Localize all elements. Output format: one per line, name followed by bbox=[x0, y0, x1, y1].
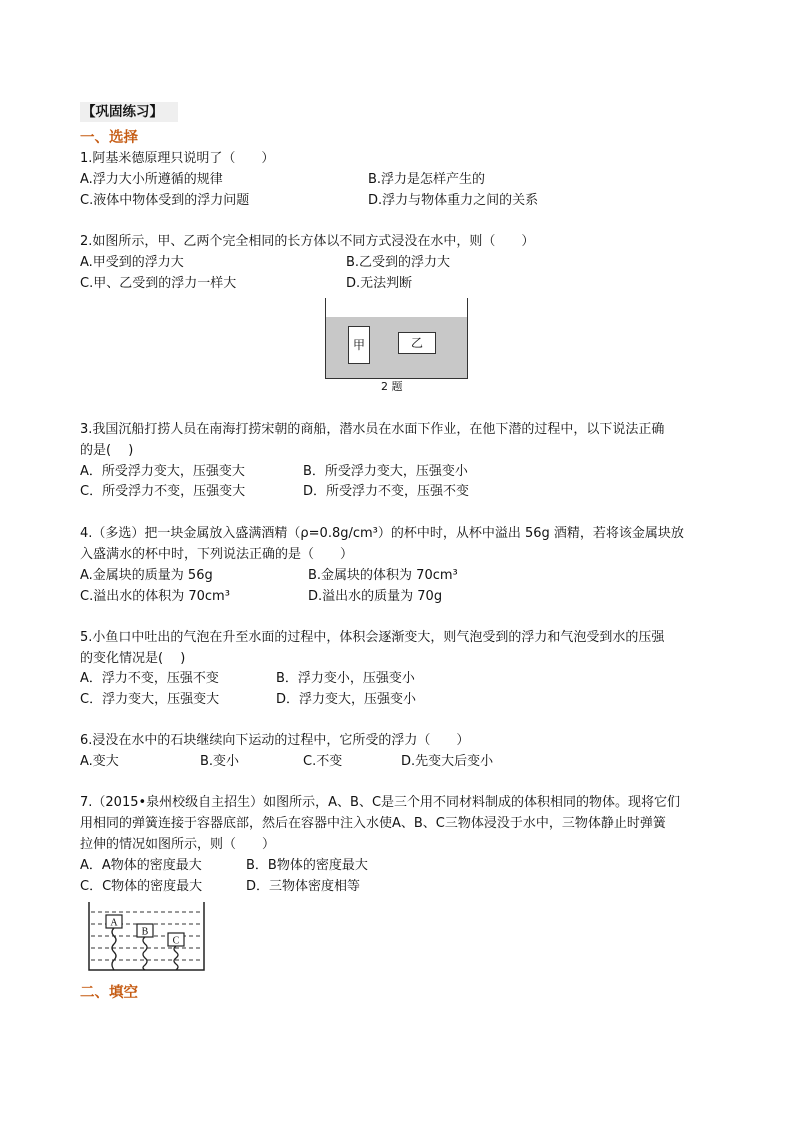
q4-option-c: C.溢出水的体积为 70cm³ bbox=[80, 589, 230, 604]
q7-spring-a bbox=[112, 928, 116, 970]
q2-figure-label-jia: 甲 bbox=[352, 338, 365, 352]
q7-option-d: D．三物体密度相等 bbox=[246, 879, 361, 894]
q7-stem-line1: 7.（2015•泉州校级自主招生）如图所示，A、B、C是三个用不同材料制成的体积相同的物体。现将它们 bbox=[80, 795, 681, 810]
q4-stem-line2: 入盛满水的杯中时，下列说法正确的是（ ） bbox=[80, 547, 354, 562]
q4-stem-line1: 4.（多选）把一块金属放入盛满酒精（ρ=0.8g/cm³）的杯中时，从杯中溢出 56g 酒精，若将该金属块放 bbox=[80, 526, 684, 541]
q3-option-b: B．所受浮力变大，压强变小 bbox=[303, 464, 468, 479]
q5-option-b: B．浮力变小，压强变小 bbox=[276, 671, 415, 686]
q2-figure-caption: 2 题 bbox=[381, 380, 403, 393]
q5-stem-line1: 5.小鱼口中吐出的气泡在升至水面的过程中，体积会逐渐变大，则气泡受到的浮力和气泡受到水的压强 bbox=[80, 630, 665, 645]
q7-label-c: C bbox=[172, 935, 180, 947]
q6-option-a: A.变大 bbox=[80, 754, 119, 769]
q2-figure-container bbox=[325, 298, 468, 379]
section-header-tag: 【巩固练习】 bbox=[80, 102, 178, 122]
q2-option-c: C.甲、乙受到的浮力一样大 bbox=[80, 276, 237, 291]
q1-stem: 1.阿基米德原理只说明了（ ） bbox=[80, 151, 275, 166]
q5-option-d: D．浮力变大，压强变小 bbox=[276, 692, 417, 707]
q7-option-a: A．A物体的密度最大 bbox=[80, 858, 202, 873]
q2-figure-block-jia bbox=[348, 326, 370, 364]
q4-option-d: D.溢出水的质量为 70g bbox=[308, 589, 443, 604]
q6-stem: 6.浸没在水中的石块继续向下运动的过程中，它所受的浮力（ ） bbox=[80, 733, 470, 748]
q6-option-c: C.不变 bbox=[303, 754, 343, 769]
q2-figure-block-yi bbox=[398, 332, 436, 354]
q3-option-c: C．所受浮力不变，压强变大 bbox=[80, 484, 246, 499]
q7-stem-line3: 拉伸的情况如图所示，则（ ） bbox=[80, 837, 276, 852]
q1-option-d: D.浮力与物体重力之间的关系 bbox=[368, 193, 539, 208]
q6-option-b: B.变小 bbox=[200, 754, 240, 769]
q7-option-b: B．B物体的密度最大 bbox=[246, 858, 368, 873]
q7-figure bbox=[88, 900, 206, 972]
q5-stem-line2: 的变化情况是( ) bbox=[80, 651, 186, 666]
q1-option-c: C.液体中物体受到的浮力问题 bbox=[80, 193, 250, 208]
q1-option-a: A.浮力大小所遵循的规律 bbox=[80, 172, 223, 187]
q7-label-b: B bbox=[141, 926, 149, 938]
q3-option-a: A．所受浮力变大，压强变大 bbox=[80, 464, 245, 479]
section-title-fill: 二、填空 bbox=[80, 985, 138, 1001]
q4-option-b: B.金属块的体积为 70cm³ bbox=[308, 568, 458, 583]
q2-figure-label-yi: 乙 bbox=[410, 336, 423, 350]
q5-option-c: C．浮力变大，压强变大 bbox=[80, 692, 220, 707]
q7-spring-b bbox=[143, 937, 147, 970]
q2-option-d: D.无法判断 bbox=[346, 276, 413, 291]
q1-option-b: B.浮力是怎样产生的 bbox=[368, 172, 486, 187]
q3-option-d: D．所受浮力不变，压强不变 bbox=[303, 484, 470, 499]
q7-stem-line2: 用相同的弹簧连接于容器底部，然后在容器中注入水使A、B、C三物体浸没于水中，三物体静止时弹簧 bbox=[80, 816, 666, 831]
q4-option-a: A.金属块的质量为 56g bbox=[80, 568, 213, 583]
section-title-choice: 一、选择 bbox=[80, 130, 138, 146]
q7-spring-c bbox=[174, 946, 178, 970]
q2-stem: 2.如图所示，甲、乙两个完全相同的长方体以不同方式浸没在水中，则（ ） bbox=[80, 234, 535, 249]
q7-option-c: C．C物体的密度最大 bbox=[80, 879, 203, 894]
q2-option-a: A.甲受到的浮力大 bbox=[80, 255, 184, 270]
q7-label-a: A bbox=[110, 917, 118, 929]
q3-stem-line1: 3.我国沉船打捞人员在南海打捞宋朝的商船，潜水员在水面下作业，在他下潜的过程中，以下说法正确 bbox=[80, 422, 665, 437]
q6-option-d: D.先变大后变小 bbox=[401, 754, 494, 769]
q3-stem-line2: 的是( ) bbox=[80, 443, 134, 458]
q5-option-a: A．浮力不变，压强不变 bbox=[80, 671, 219, 686]
q2-option-b: B.乙受到的浮力大 bbox=[346, 255, 451, 270]
